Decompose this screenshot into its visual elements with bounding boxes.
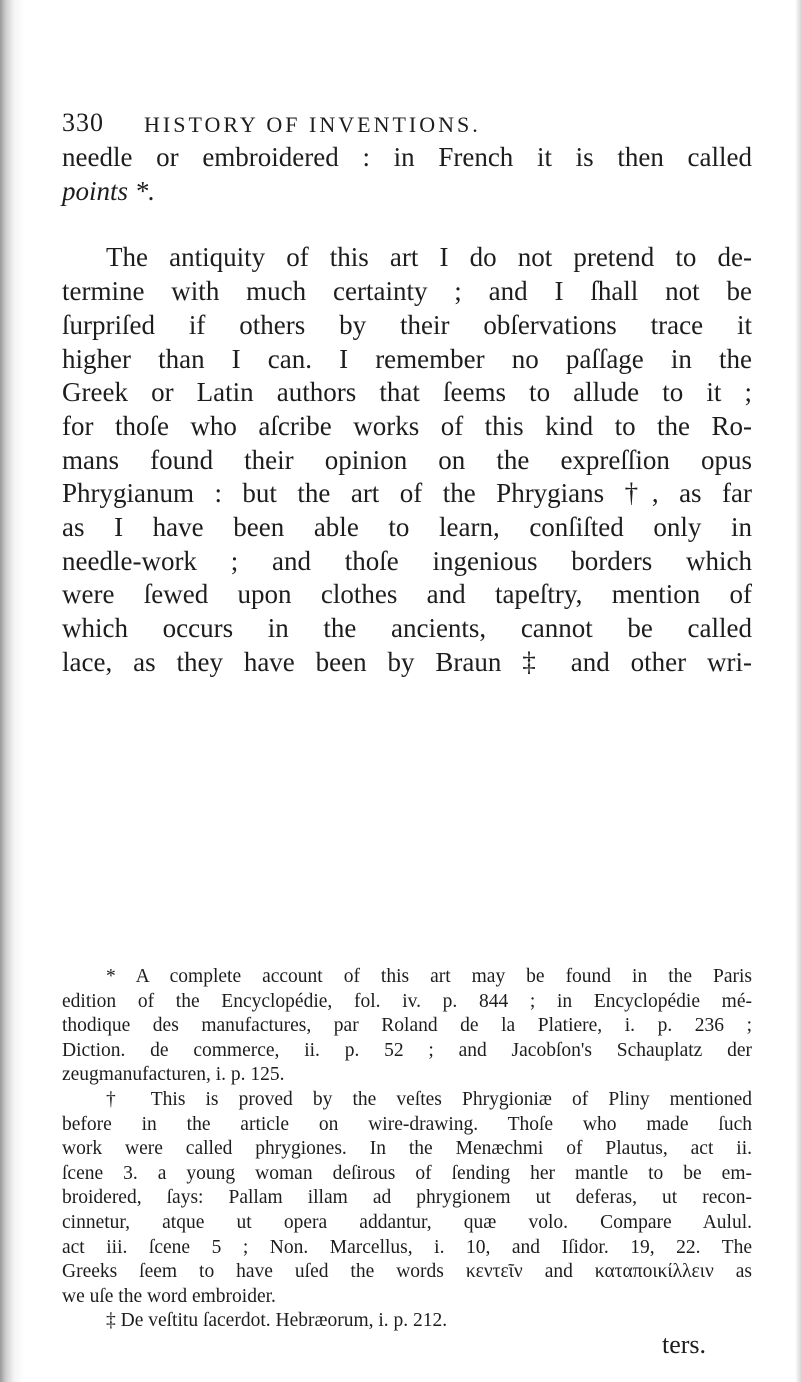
footnote-line: Greeks ſeem to have uſed the words κεντεῖν and καταποικίλλειν as bbox=[62, 1261, 752, 1283]
main-text bbox=[62, 141, 752, 680]
text-line: mans found their opinion on the expreſſion opus bbox=[62, 444, 752, 475]
text-line: as I have been able to learn, conſiſted only in bbox=[62, 512, 752, 543]
catchword: ters. bbox=[662, 1330, 707, 1359]
footnote-line: we uſe the word embroider. bbox=[62, 1285, 276, 1307]
text-line: ſurpriſed if others by their obſervations trace it bbox=[62, 309, 752, 340]
text-line: The antiquity of this art I do not pretend to de- bbox=[106, 242, 752, 273]
footnote-line: work were called phrygiones. In the Menæchmi of Plautus, act ii. bbox=[62, 1138, 752, 1160]
text-line bbox=[62, 175, 752, 209]
running-head: HISTORY OF INVENTIONS. bbox=[144, 112, 481, 137]
footnotes bbox=[62, 965, 752, 1334]
footnote-line: before in the article on wire-drawing. Thoſe who made ſuch bbox=[62, 1113, 752, 1135]
footnote-line: act iii. ſcene 5 ; Non. Marcellus, i. 10, and Iſidor. 19, 22. The bbox=[62, 1236, 752, 1258]
text-line: termine with much certainty ; and I ſhall not be bbox=[62, 276, 752, 307]
page-number: 330 bbox=[62, 108, 104, 137]
footnote-line: † This is proved by the veſtes Phrygioniæ of Pliny mentioned bbox=[106, 1088, 752, 1110]
text-line: lace, as they have been by Braun ‡ and other wri- bbox=[62, 646, 752, 677]
page-header bbox=[62, 108, 752, 142]
text-line: higher than I can. I remember no paſſage in the bbox=[62, 343, 752, 374]
text-line: which occurs in the ancients, cannot be called bbox=[62, 613, 752, 644]
text-line: needle or embroidered : in French it is then called bbox=[62, 142, 752, 172]
page-binding-shadow bbox=[0, 0, 24, 1382]
text-line-italic: points *. bbox=[62, 175, 156, 206]
footnote-line: thodique des manufactures, par Roland de la Platiere, i. p. 236 ; bbox=[62, 1015, 752, 1037]
text-line: Phrygianum : but the art of the Phrygians †, as far bbox=[62, 478, 752, 509]
footnote-line: ‡ De veſtitu ſacerdot. Hebræorum, i. p. 212. bbox=[106, 1310, 448, 1332]
footnote-line: broidered, ſays: Pallam illam ad phrygionem ut deferas, ut recon- bbox=[62, 1187, 752, 1209]
paragraph-2 bbox=[62, 241, 752, 679]
paragraph-1 bbox=[62, 141, 752, 208]
text-line: were ſewed upon clothes and tapeſtry, mention of bbox=[62, 579, 752, 610]
footnote-line: Diction. de commerce, ii. p. 52 ; and Jacobſon's Schauplatz der bbox=[62, 1039, 752, 1061]
footnote-line: zeugmanufacturen, i. p. 125. bbox=[62, 1064, 285, 1086]
footnote-line: * A complete account of this art may be found in the Paris bbox=[106, 966, 752, 987]
footnote-line: ſcene 3. a young woman deſirous of ſending her mantle to be em- bbox=[62, 1162, 752, 1184]
footnote-line: cinnetur, atque ut opera addantur, quæ volo. Compare Aulul. bbox=[62, 1211, 752, 1233]
footnote-line: edition of the Encyclopédie, fol. iv. p. 844 ; in Encyclopédie mé- bbox=[62, 990, 752, 1012]
page-edge bbox=[795, 0, 801, 1382]
text-line: for thoſe who aſcribe works of this kind to the Ro- bbox=[62, 410, 752, 441]
text-line: Greek or Latin authors that ſeems to allude to it ; bbox=[62, 377, 752, 408]
text-line: needle-work ; and thoſe ingenious borders which bbox=[62, 545, 752, 576]
